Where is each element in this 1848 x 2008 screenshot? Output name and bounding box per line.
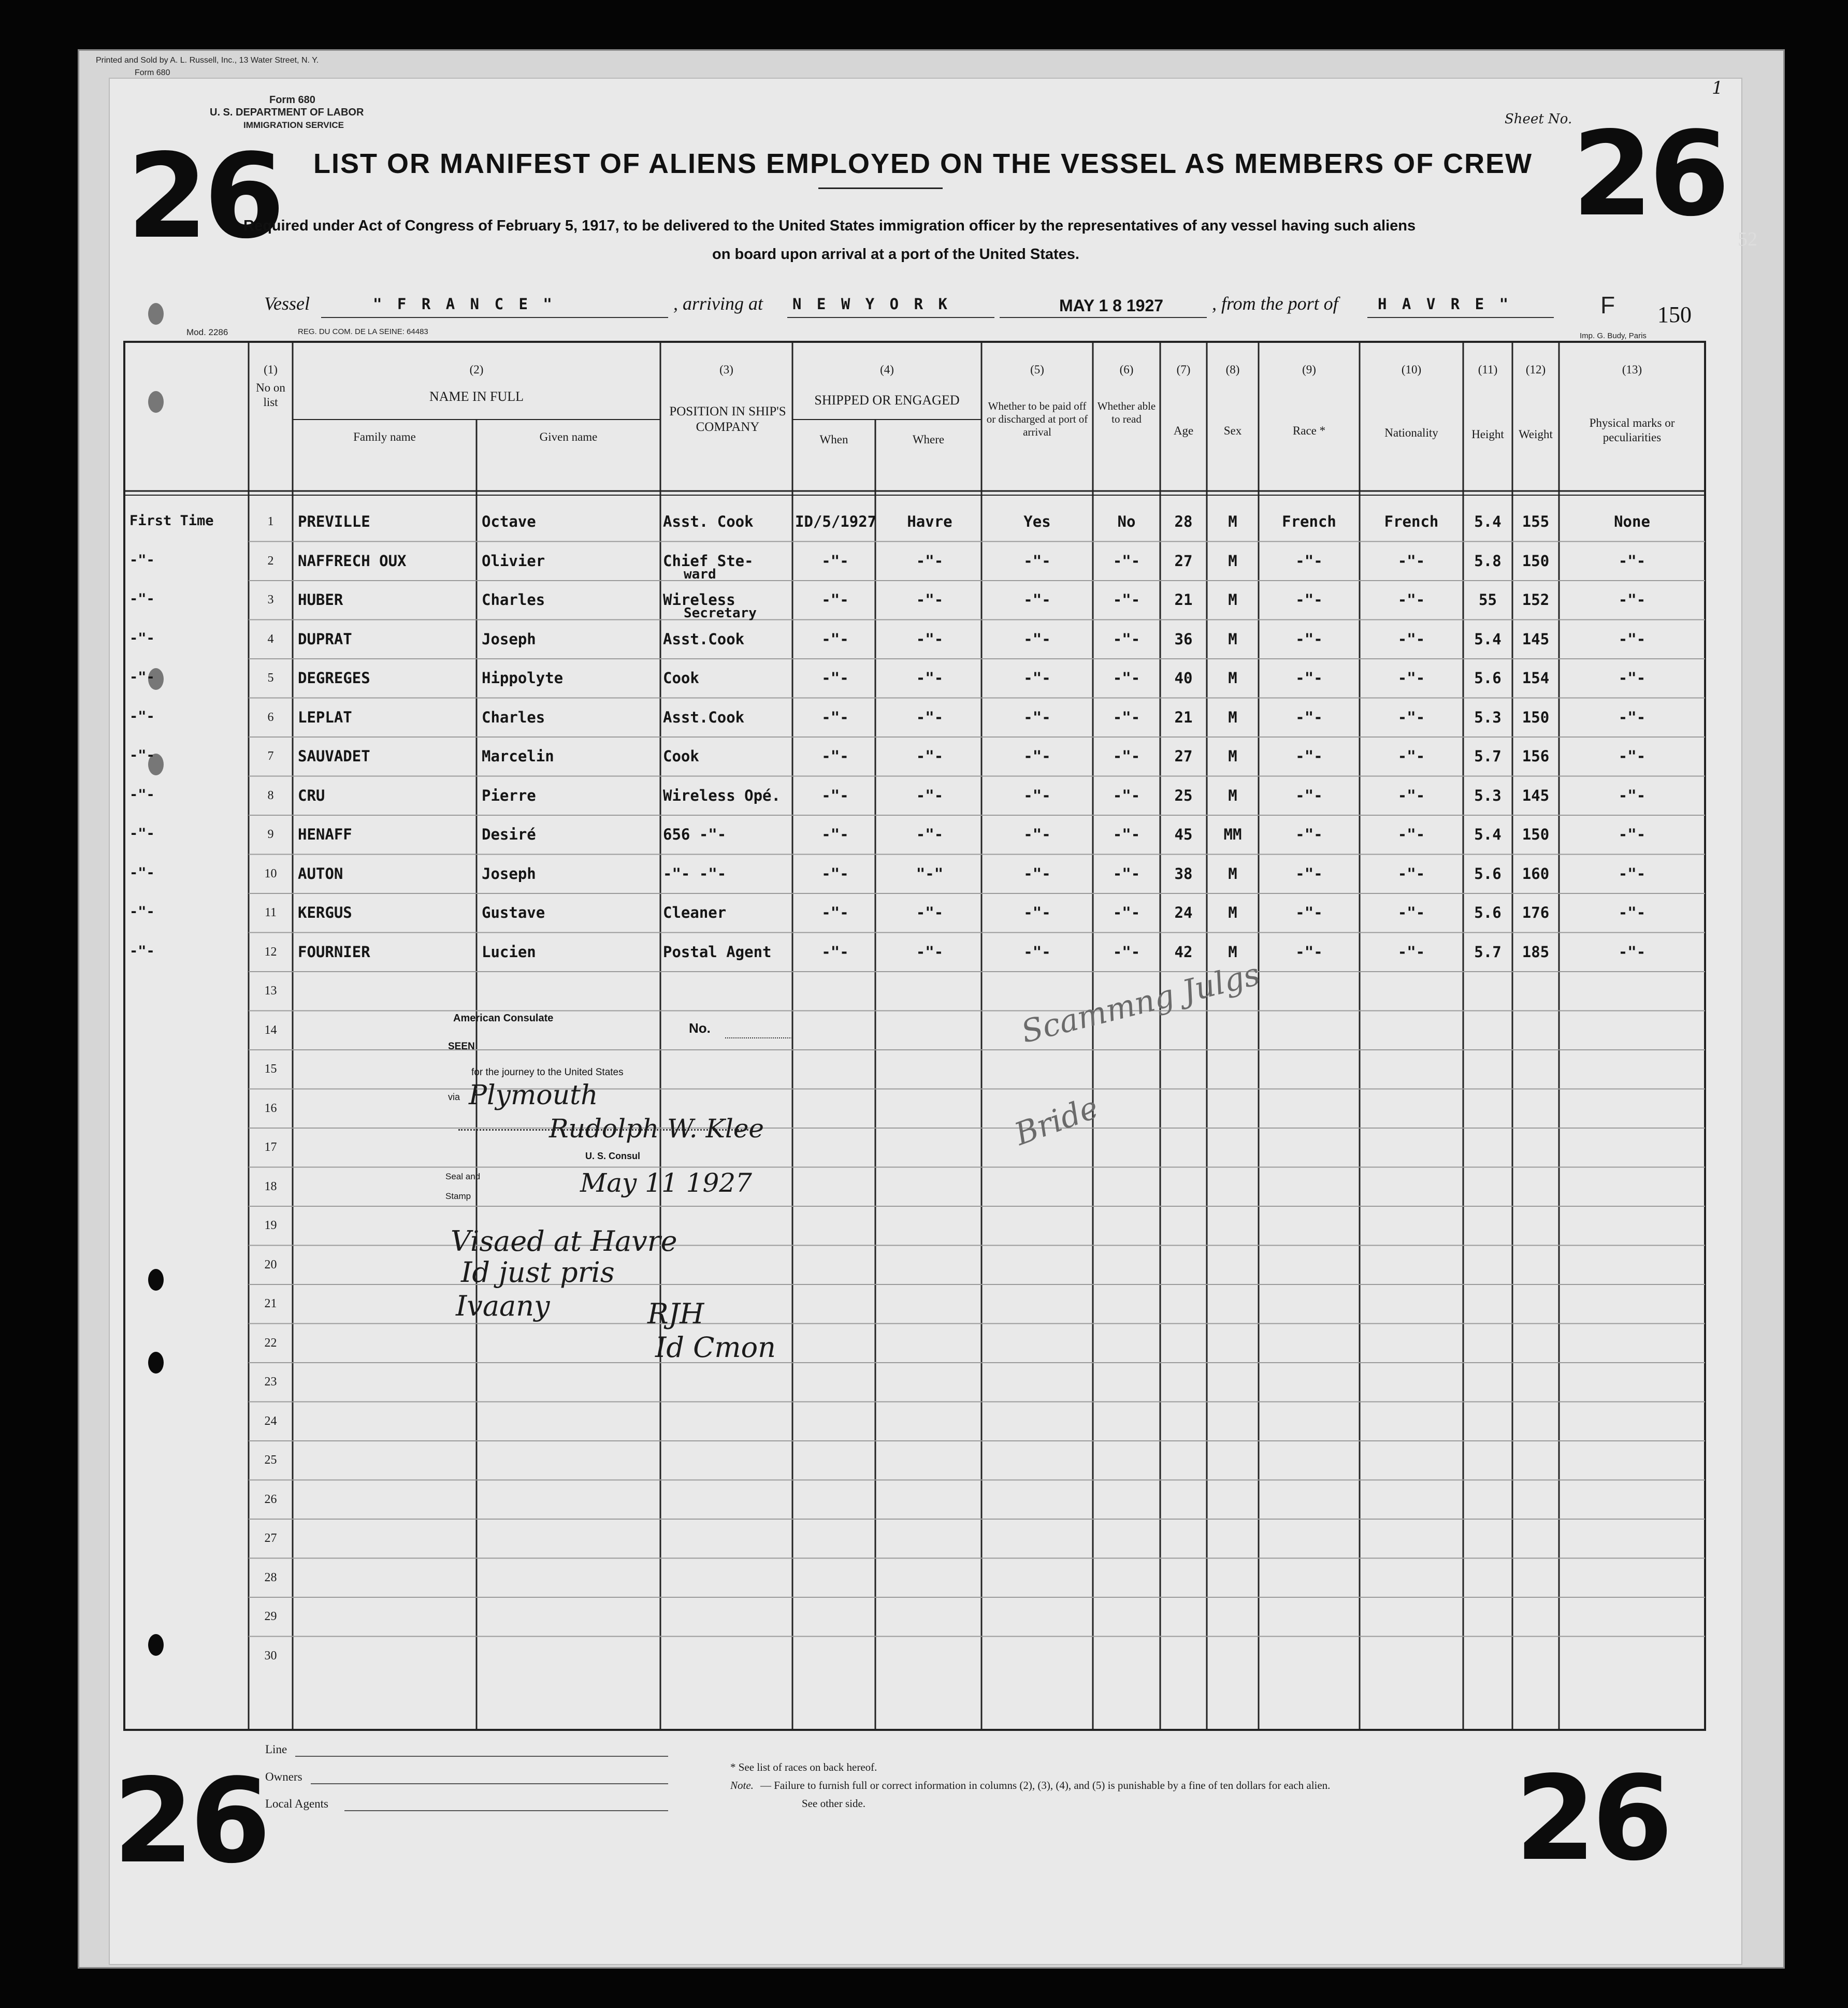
col-4-when: When xyxy=(819,433,848,446)
cell-physical-marks: -"- xyxy=(1618,943,1646,961)
handwritten-note-2: Id just pris xyxy=(461,1256,615,1289)
footnote-note-label: Note. xyxy=(730,1779,754,1792)
cell-race: -"- xyxy=(1295,591,1323,609)
cell-prior-entry: -"- xyxy=(129,826,155,842)
cell-shipped-where: -"- xyxy=(916,669,944,687)
cell-list-number: 1 xyxy=(267,515,274,528)
cell-sex: M xyxy=(1228,513,1237,530)
cell-shipped-when: -"- xyxy=(821,826,849,843)
cell-shipped-where: -"- xyxy=(916,630,944,648)
cell-sex: MM xyxy=(1223,826,1242,843)
cell-weight: 160 xyxy=(1522,864,1550,883)
cell-physical-marks: -"- xyxy=(1618,630,1646,648)
cell-weight: 150 xyxy=(1522,552,1550,570)
cell-shipped-where: -"- xyxy=(916,591,944,609)
cell-physical-marks: -"- xyxy=(1618,708,1646,726)
cell-position: Wireless Opé. xyxy=(663,786,781,804)
cell-height: 5.7 xyxy=(1474,747,1502,765)
col-6-label: Whether able to read xyxy=(1097,400,1156,426)
cell-nationality: -"- xyxy=(1397,669,1425,687)
empty-row-number: 13 xyxy=(264,984,277,998)
cell-given-name: Lucien xyxy=(482,943,536,961)
cell-able-to-read: -"- xyxy=(1113,904,1140,921)
cell-physical-marks: -"- xyxy=(1618,591,1646,609)
cell-position-line-2: ward xyxy=(684,566,716,582)
cell-position: Cleaner xyxy=(663,904,727,921)
col-7-label: Age xyxy=(1173,424,1194,437)
footnote-see-other: See other side. xyxy=(802,1797,866,1810)
cell-able-to-read: -"- xyxy=(1113,864,1140,883)
footer-owners-label: Owners xyxy=(265,1770,302,1783)
cell-prior-entry: -"- xyxy=(129,904,155,920)
cell-position: Asst.Cook xyxy=(663,630,745,648)
cell-prior-entry: -"- xyxy=(129,786,155,803)
col-11-number: (11) xyxy=(1478,363,1498,376)
vessel-label: Vessel xyxy=(264,293,310,314)
cell-family-name: PREVILLE xyxy=(298,513,370,530)
cell-height: 55 xyxy=(1479,591,1497,609)
cell-prior-entry: -"- xyxy=(129,591,155,607)
cell-shipped-when: -"- xyxy=(821,864,849,883)
cell-weight: 145 xyxy=(1522,630,1550,648)
cell-nationality: French xyxy=(1384,513,1439,530)
cell-paid-off: -"- xyxy=(1023,904,1051,921)
cell-race: French xyxy=(1282,513,1336,530)
empty-row-number: 24 xyxy=(264,1414,277,1428)
handwritten-note-1: Visaed at Havre xyxy=(451,1225,677,1258)
col-13-label: Physical marks or peculiarities xyxy=(1589,416,1675,444)
cell-nationality: -"- xyxy=(1397,904,1425,921)
cell-sex: M xyxy=(1228,747,1237,765)
cell-paid-off: -"- xyxy=(1023,786,1051,804)
cell-weight: 156 xyxy=(1522,747,1550,765)
cell-family-name: HUBER xyxy=(298,591,343,609)
cell-shipped-where: Havre xyxy=(907,513,952,530)
empty-row-number: 29 xyxy=(264,1610,277,1623)
sheet-number-stamp-bottom-left: 26 xyxy=(113,1754,267,1889)
cell-shipped-where: -"- xyxy=(916,904,944,921)
cell-shipped-where: -"- xyxy=(916,786,944,804)
col-8-label: Sex xyxy=(1223,424,1242,437)
cell-paid-off: -"- xyxy=(1023,943,1051,961)
cell-able-to-read: -"- xyxy=(1113,630,1140,648)
registry-code: REG. DU COM. DE LA SEINE: 64483 xyxy=(298,327,428,336)
cell-paid-off: -"- xyxy=(1023,747,1051,765)
subtitle-line-1: Required under Act of Congress of February 5, 1917, to be delivered to the United States immigration officer by the representatives of any vessel having such aliens xyxy=(243,218,1416,234)
cell-sex: M xyxy=(1228,864,1237,883)
cell-physical-marks: -"- xyxy=(1618,669,1646,687)
cell-nationality: -"- xyxy=(1397,708,1425,726)
cell-race: -"- xyxy=(1295,552,1323,570)
empty-row-number: 25 xyxy=(264,1453,277,1467)
cell-able-to-read: -"- xyxy=(1113,552,1140,570)
cell-paid-off: -"- xyxy=(1023,552,1051,570)
cell-race: -"- xyxy=(1295,904,1323,921)
cell-weight: 185 xyxy=(1522,943,1550,961)
cell-shipped-when: -"- xyxy=(821,669,849,687)
cell-family-name: FOURNIER xyxy=(298,943,370,961)
cell-height: 5.8 xyxy=(1474,552,1502,570)
consulate-stamp-line-4: via xyxy=(448,1092,460,1102)
cell-list-number: 3 xyxy=(267,593,274,606)
col-4-number: (4) xyxy=(880,363,894,376)
cell-shipped-when: ID/5/1927 xyxy=(795,513,877,530)
cell-paid-off: -"- xyxy=(1023,708,1051,726)
col-5-number: (5) xyxy=(1030,363,1044,376)
cell-height: 5.3 xyxy=(1474,786,1502,804)
col-4-label: SHIPPED OR ENGAGED xyxy=(814,393,960,408)
cell-race: -"- xyxy=(1295,786,1323,804)
cell-position: -"- -"- xyxy=(663,864,727,883)
cell-given-name: Octave xyxy=(482,513,536,530)
cell-family-name: DUPRAT xyxy=(298,630,352,648)
col-2-given: Given name xyxy=(539,430,598,443)
sheet-number-handwritten: 1 xyxy=(1712,78,1723,98)
empty-row-number: 14 xyxy=(264,1023,277,1037)
cell-shipped-when: -"- xyxy=(821,904,849,921)
cell-position: Asst.Cook xyxy=(663,708,745,726)
cell-shipped-where: -"- xyxy=(916,552,944,570)
cell-prior-entry: -"- xyxy=(129,864,155,881)
service: IMMIGRATION SERVICE xyxy=(243,120,344,130)
cell-physical-marks: -"- xyxy=(1618,786,1646,804)
cell-age: 36 xyxy=(1174,630,1193,648)
cell-race: -"- xyxy=(1295,943,1323,961)
cell-able-to-read: -"- xyxy=(1113,747,1140,765)
cell-prior-entry: -"- xyxy=(129,943,155,959)
cell-age: 40 xyxy=(1174,669,1193,687)
cell-family-name: SAUVADET xyxy=(298,747,370,765)
cell-height: 5.4 xyxy=(1474,826,1502,843)
cell-height: 5.6 xyxy=(1474,864,1502,883)
cell-weight: 154 xyxy=(1522,669,1550,687)
cell-age: 25 xyxy=(1174,786,1193,804)
form-tag: Form 680 xyxy=(135,68,170,77)
cell-prior-entry: -"- xyxy=(129,747,155,763)
empty-row-number: 17 xyxy=(264,1140,277,1154)
cell-shipped-when: -"- xyxy=(821,591,849,609)
col-2-number: (2) xyxy=(469,363,484,376)
cell-given-name: Joseph xyxy=(482,864,536,883)
cell-age: 27 xyxy=(1174,552,1193,570)
col-10-label: Nationality xyxy=(1384,426,1438,439)
cell-age: 38 xyxy=(1174,864,1193,883)
col-12-label: Weight xyxy=(1519,428,1553,441)
page-stamp-f: F xyxy=(1600,292,1615,319)
cell-able-to-read: -"- xyxy=(1113,943,1140,961)
margin-note-2: Bride xyxy=(1010,1089,1103,1153)
cell-race: -"- xyxy=(1295,747,1323,765)
col-6-number: (6) xyxy=(1119,363,1134,376)
cell-nationality: -"- xyxy=(1397,552,1425,570)
cell-paid-off: -"- xyxy=(1023,630,1051,648)
cell-height: 5.4 xyxy=(1474,513,1502,530)
cell-age: 28 xyxy=(1174,513,1193,530)
handwritten-note-4: Id Cmon xyxy=(655,1331,776,1364)
cell-list-number: 11 xyxy=(264,906,277,919)
col-10-number: (10) xyxy=(1401,363,1422,376)
race-footnote: * See list of races on back hereof. xyxy=(730,1761,877,1773)
document-title: LIST OR MANIFEST OF ALIENS EMPLOYED ON THE VESSEL AS MEMBERS OF CREW xyxy=(313,148,1533,179)
cell-age: 24 xyxy=(1174,904,1193,921)
cell-prior-entry: -"- xyxy=(129,669,155,685)
cell-given-name: Hippolyte xyxy=(482,669,564,687)
cell-sex: M xyxy=(1228,552,1237,570)
cell-list-number: 10 xyxy=(264,866,277,880)
sheet-label: Sheet No. xyxy=(1505,111,1572,127)
cell-physical-marks: -"- xyxy=(1618,552,1646,570)
cell-prior-entry: First Time xyxy=(129,513,214,529)
cell-weight: 155 xyxy=(1522,513,1550,530)
cell-family-name: CRU xyxy=(298,786,325,804)
cell-physical-marks: -"- xyxy=(1618,864,1646,883)
empty-row-number: 19 xyxy=(264,1219,277,1232)
cell-list-number: 8 xyxy=(267,788,274,802)
cell-list-number: 12 xyxy=(264,945,277,959)
cell-nationality: -"- xyxy=(1397,630,1425,648)
cell-given-name: Gustave xyxy=(482,904,545,921)
empty-row-number: 23 xyxy=(264,1375,277,1389)
cell-shipped-when: -"- xyxy=(821,943,849,961)
arrival-port: N E W Y O R K xyxy=(792,295,950,313)
col-9-label: Race * xyxy=(1292,424,1326,437)
cell-able-to-read: -"- xyxy=(1113,669,1140,687)
cell-nationality: -"- xyxy=(1397,864,1425,883)
consulate-stamp-fee-line xyxy=(725,1037,792,1038)
col-5-label: Whether to be paid off or discharged at port of arrival xyxy=(986,400,1088,439)
cell-age: 45 xyxy=(1174,826,1193,843)
cell-family-name: AUTON xyxy=(298,864,343,883)
col-3-label: POSITION IN SHIP'S COMPANY xyxy=(669,405,786,434)
col-13-number: (13) xyxy=(1622,363,1642,376)
empty-row-number: 18 xyxy=(264,1179,277,1193)
col-7-number: (7) xyxy=(1176,363,1191,376)
cell-shipped-when: -"- xyxy=(821,747,849,765)
cell-sex: M xyxy=(1228,943,1237,961)
cell-height: 5.7 xyxy=(1474,943,1502,961)
cell-list-number: 2 xyxy=(267,554,274,568)
cell-given-name: Pierre xyxy=(482,786,536,804)
cell-sex: M xyxy=(1228,591,1237,609)
cell-sex: M xyxy=(1228,708,1237,726)
cell-family-name: HENAFF xyxy=(298,826,352,843)
imprimeur: Imp. G. Budy, Paris xyxy=(1580,331,1647,340)
from-port-label: , from the port of xyxy=(1212,293,1338,314)
sheet-number-stamp-top-left: 26 xyxy=(127,129,281,265)
cell-able-to-read: -"- xyxy=(1113,786,1140,804)
cell-able-to-read: -"- xyxy=(1113,708,1140,726)
vessel-name: " F R A N C E " xyxy=(373,295,555,313)
empty-row-number: 15 xyxy=(264,1062,277,1076)
cell-weight: 150 xyxy=(1522,708,1550,726)
consulate-stamp-label-1: Seal and xyxy=(445,1172,481,1181)
col-4-where: Where xyxy=(912,433,945,446)
cell-shipped-where: -"- xyxy=(916,747,944,765)
cell-race: -"- xyxy=(1295,864,1323,883)
cell-sex: M xyxy=(1228,904,1237,921)
col-12-number: (12) xyxy=(1525,363,1546,376)
cell-sex: M xyxy=(1228,630,1237,648)
empty-row-number: 22 xyxy=(264,1336,277,1350)
cell-weight: 145 xyxy=(1522,786,1550,804)
col-11-label: Height xyxy=(1471,428,1504,441)
printer-credit: Printed and Sold by A. L. Russell, Inc., 13 Water Street, N. Y. xyxy=(96,56,319,65)
arriving-label: , arriving at xyxy=(673,293,763,314)
cell-position: 656 -"- xyxy=(663,826,727,843)
cell-physical-marks: None xyxy=(1614,513,1650,530)
cell-age: 21 xyxy=(1174,708,1193,726)
cell-nationality: -"- xyxy=(1397,943,1425,961)
cell-shipped-where: -"- xyxy=(916,826,944,843)
departure-port: H A V R E " xyxy=(1378,295,1512,313)
cell-nationality: -"- xyxy=(1397,591,1425,609)
cell-paid-off: -"- xyxy=(1023,826,1051,843)
col-1-number: (1) xyxy=(264,363,278,376)
cell-given-name: Desiré xyxy=(482,826,536,843)
cell-sex: M xyxy=(1228,669,1237,687)
cell-nationality: -"- xyxy=(1397,826,1425,843)
form-number: Form 680 xyxy=(269,94,315,106)
cell-list-number: 5 xyxy=(267,671,274,685)
cell-list-number: 9 xyxy=(267,828,274,841)
cell-shipped-when: -"- xyxy=(821,708,849,726)
col-1-label: No on list xyxy=(256,381,285,409)
cell-race: -"- xyxy=(1295,826,1323,843)
consulate-stamp-line-1: American Consulate xyxy=(453,1013,554,1024)
cell-physical-marks: -"- xyxy=(1618,904,1646,921)
empty-row-number: 30 xyxy=(264,1649,277,1663)
consulate-signature: Rudolph W. Klee xyxy=(549,1114,764,1144)
cell-position: Cook xyxy=(663,747,699,765)
cell-given-name: Charles xyxy=(482,708,545,726)
cell-position: Wireless xyxy=(663,591,735,609)
cell-race: -"- xyxy=(1295,708,1323,726)
empty-row-number: 26 xyxy=(264,1492,277,1506)
cell-able-to-read: -"- xyxy=(1113,591,1140,609)
empty-row-number: 28 xyxy=(264,1570,277,1584)
empty-row-number: 27 xyxy=(264,1532,277,1545)
cell-paid-off: -"- xyxy=(1023,669,1051,687)
cell-age: 27 xyxy=(1174,747,1193,765)
cell-able-to-read: -"- xyxy=(1113,826,1140,843)
cell-nationality: -"- xyxy=(1397,747,1425,765)
side-page-number: 52 xyxy=(1738,228,1757,250)
cell-prior-entry: -"- xyxy=(129,552,155,568)
col-2-family: Family name xyxy=(353,430,416,443)
consulate-via-handwritten: Plymouth xyxy=(469,1080,598,1111)
cell-height: 5.3 xyxy=(1474,708,1502,726)
cell-paid-off: -"- xyxy=(1023,591,1051,609)
sheet-number-stamp-bottom-right: 26 xyxy=(1515,1751,1669,1887)
footer-line-rule xyxy=(295,1756,668,1757)
cell-physical-marks: -"- xyxy=(1618,826,1646,843)
cell-list-number: 7 xyxy=(267,749,274,763)
consulate-stamp-fee-mark: No. xyxy=(689,1020,711,1036)
handwritten-initials: RJH xyxy=(647,1297,704,1330)
cell-shipped-where: "-" xyxy=(916,864,944,883)
cell-shipped-when: -"- xyxy=(821,552,849,570)
cell-race: -"- xyxy=(1295,630,1323,648)
cell-paid-off: -"- xyxy=(1023,864,1051,883)
empty-row-number: 20 xyxy=(264,1258,277,1272)
cell-prior-entry: -"- xyxy=(129,630,155,646)
model-code: Mod. 2286 xyxy=(186,327,228,337)
cell-shipped-when: -"- xyxy=(821,630,849,648)
footer-agents-label: Local Agents xyxy=(265,1797,328,1810)
consulate-date-handwritten: May 11 1927 xyxy=(580,1168,752,1198)
cell-family-name: NAFFRECH OUX xyxy=(298,552,407,570)
col-9-number: (9) xyxy=(1302,363,1316,376)
cell-position: Asst. Cook xyxy=(663,513,754,530)
cell-able-to-read: No xyxy=(1117,513,1136,530)
cell-position: Chief Ste- xyxy=(663,552,754,570)
subtitle-line-2: on board upon arrival at a port of the United States. xyxy=(712,246,1079,263)
cell-nationality: -"- xyxy=(1397,786,1425,804)
cell-weight: 152 xyxy=(1522,591,1550,609)
handwritten-note-3: Ivaany xyxy=(456,1290,550,1322)
cell-position: Postal Agent xyxy=(663,943,772,961)
cell-shipped-where: -"- xyxy=(916,708,944,726)
cell-weight: 150 xyxy=(1522,826,1550,843)
cell-position-line-2: Secretary xyxy=(684,605,757,621)
cell-family-name: LEPLAT xyxy=(298,708,352,726)
corner-number: 150 xyxy=(1657,302,1692,327)
cell-sex: M xyxy=(1228,786,1237,804)
margin-note-1: Scammng Julgs xyxy=(1018,956,1264,1050)
empty-row-number: 21 xyxy=(264,1297,277,1310)
consulate-stamp-line-2: SEEN xyxy=(448,1041,475,1052)
col-2-label: NAME IN FULL xyxy=(429,389,524,404)
cell-shipped-where: -"- xyxy=(916,943,944,961)
sheet-number-stamp-top-right: 26 xyxy=(1572,107,1726,242)
cell-age: 42 xyxy=(1174,943,1193,961)
cell-family-name: KERGUS xyxy=(298,904,352,921)
footer-agents-rule xyxy=(344,1810,668,1811)
cell-physical-marks: -"- xyxy=(1618,747,1646,765)
footer-owners-rule xyxy=(311,1783,668,1784)
cell-height: 5.6 xyxy=(1474,904,1502,921)
cell-age: 21 xyxy=(1174,591,1193,609)
col-3-number: (3) xyxy=(719,363,733,376)
cell-prior-entry: -"- xyxy=(129,708,155,725)
cell-race: -"- xyxy=(1295,669,1323,687)
department: U. S. DEPARTMENT OF LABOR xyxy=(210,107,364,118)
cell-given-name: Marcelin xyxy=(482,747,554,765)
cell-shipped-when: -"- xyxy=(821,786,849,804)
cell-given-name: Charles xyxy=(482,591,545,609)
cell-list-number: 4 xyxy=(267,632,274,646)
footer-line-label: Line xyxy=(265,1743,287,1756)
cell-paid-off: Yes xyxy=(1023,513,1051,530)
cell-height: 5.6 xyxy=(1474,669,1502,687)
arrival-date-stamp: MAY 1 8 1927 xyxy=(1059,296,1164,315)
cell-weight: 176 xyxy=(1522,904,1550,921)
consul-title: U. S. Consul xyxy=(585,1151,641,1161)
col-8-number: (8) xyxy=(1225,363,1240,376)
footnote-note-text: — Failure to furnish full or correct information in columns (2), (3), (4), and (5) is punishable by a fine of ten dollars for each alien. xyxy=(760,1779,1331,1792)
cell-position: Cook xyxy=(663,669,699,687)
consulate-stamp-label-2: Stamp xyxy=(445,1191,471,1201)
cell-height: 5.4 xyxy=(1474,630,1502,648)
empty-row-number: 16 xyxy=(264,1101,277,1115)
cell-given-name: Olivier xyxy=(482,552,545,570)
consulate-stamp-line-3: for the journey to the United States xyxy=(471,1067,624,1078)
cell-family-name: DEGREGES xyxy=(298,669,370,687)
cell-given-name: Joseph xyxy=(482,630,536,648)
cell-list-number: 6 xyxy=(267,710,274,724)
